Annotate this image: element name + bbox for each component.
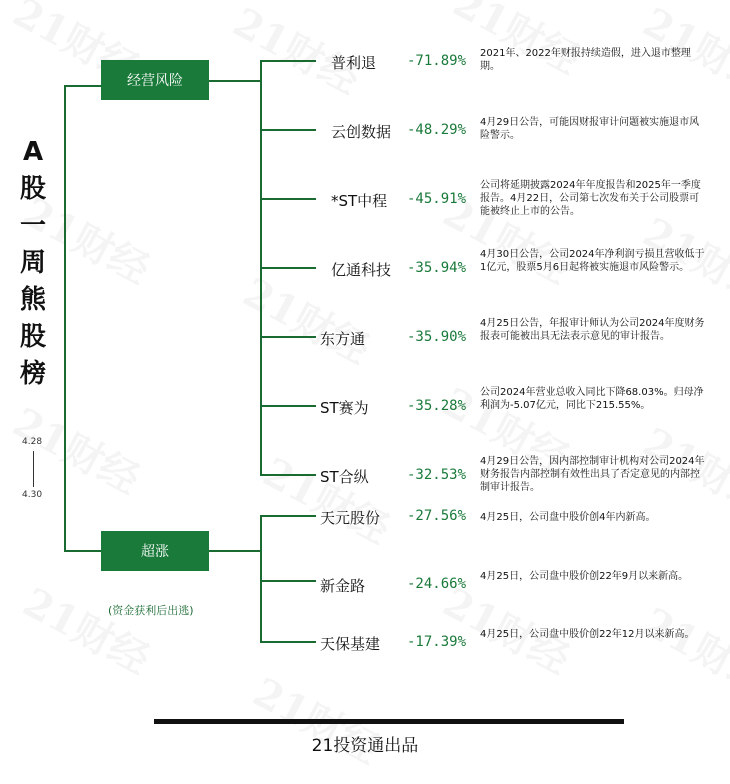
stock-change: -35.94% bbox=[407, 260, 467, 276]
stock-change: -24.66% bbox=[407, 576, 467, 592]
stock-name: 普利退 bbox=[331, 54, 377, 72]
connector bbox=[260, 129, 316, 131]
footer-divider bbox=[154, 719, 624, 724]
title-char: 股 bbox=[19, 322, 46, 352]
title-char: 榜 bbox=[19, 359, 46, 389]
category-operating-risk: 经营风险 bbox=[101, 60, 209, 100]
date-range-line bbox=[33, 451, 34, 487]
watermark bbox=[255, 441, 402, 555]
connector bbox=[260, 336, 316, 338]
connector bbox=[260, 267, 316, 269]
stock-desc: 4月30日公告，公司2024年净利润亏损且营收低于1亿元，股票5月6日起将被实施退市风险警示。 bbox=[480, 249, 705, 273]
connector bbox=[260, 580, 316, 582]
date-end: 4.30 bbox=[22, 490, 43, 500]
page-title bbox=[18, 134, 48, 393]
tree-trunk bbox=[64, 85, 66, 551]
watermark bbox=[5, 391, 152, 505]
stock-name: ST赛为 bbox=[320, 399, 369, 417]
category-overheated: 超涨 bbox=[101, 531, 209, 571]
stock-name: ST合纵 bbox=[320, 468, 369, 486]
connector bbox=[260, 405, 316, 407]
stock-name: *ST中程 bbox=[331, 192, 388, 210]
connector bbox=[260, 515, 316, 517]
stock-name: 天保基建 bbox=[320, 635, 381, 653]
stock-name: 天元股份 bbox=[320, 509, 381, 527]
branch-line bbox=[260, 515, 262, 643]
stock-name: 东方通 bbox=[320, 330, 366, 348]
watermark bbox=[15, 571, 162, 685]
stock-desc: 4月29日公告，可能因财报审计问题被实施退市风险警示。 bbox=[480, 117, 700, 141]
stock-name: 云创数据 bbox=[331, 123, 392, 141]
stock-desc: 4月25日，公司盘中股价创22年12月以来新高。 bbox=[480, 629, 695, 640]
category-note: (资金获利后出逃) bbox=[108, 604, 194, 617]
connector bbox=[209, 80, 261, 82]
stock-change: -27.56% bbox=[407, 508, 467, 524]
title-char: 熊 bbox=[19, 285, 46, 315]
stock-change: -35.90% bbox=[407, 329, 467, 345]
stock-desc: 公司2024年营业总收入同比下降68.03%。归母净利润为-5.07亿元，同比下215.55%。 bbox=[480, 387, 704, 411]
connector bbox=[260, 198, 316, 200]
connector bbox=[209, 550, 261, 552]
date-start: 4.28 bbox=[22, 437, 43, 447]
connector bbox=[260, 474, 316, 476]
title-char: 一 bbox=[19, 211, 46, 241]
stock-name: 新金路 bbox=[320, 577, 366, 595]
connector bbox=[64, 550, 102, 552]
stock-change: -45.91% bbox=[407, 191, 467, 207]
stock-change: -71.89% bbox=[407, 53, 467, 69]
stock-desc: 公司将延期披露2024年年度报告和2025年一季度报告。4月22日，公司第七次发布关于公司股票可能被终止上市的公告。 bbox=[480, 180, 701, 217]
title-char: A bbox=[22, 137, 44, 167]
connector bbox=[260, 641, 316, 643]
stock-change: -35.28% bbox=[407, 398, 467, 414]
stock-desc: 4月29日公告，因内部控制审计机构对公司2024年财务报告内部控制有效性出具了否定意见的内部控制审计报告。 bbox=[480, 456, 705, 493]
stock-desc: 4月25日，公司盘中股价创22年9月以来新高。 bbox=[480, 571, 689, 582]
stock-desc: 4月25日公告，年报审计师认为公司2024年度财务报表可能被出具无法表示意见的审计报告。 bbox=[480, 318, 705, 342]
stock-desc: 4月25日，公司盘中股价创4年内新高。 bbox=[480, 512, 656, 523]
stock-change: -48.29% bbox=[407, 122, 467, 138]
stock-desc: 2021年、2022年财报持续造假，进入退市整理期。 bbox=[480, 48, 691, 72]
footer-credit: 21投资通出品 bbox=[311, 736, 419, 756]
title-char: 股 bbox=[19, 174, 46, 204]
stock-change: -32.53% bbox=[407, 467, 467, 483]
title-char: 周 bbox=[19, 248, 46, 278]
connector bbox=[260, 60, 316, 62]
stock-name: 亿通科技 bbox=[331, 261, 392, 279]
watermark bbox=[635, 591, 730, 705]
stock-change: -17.39% bbox=[407, 634, 467, 650]
connector bbox=[64, 85, 102, 87]
